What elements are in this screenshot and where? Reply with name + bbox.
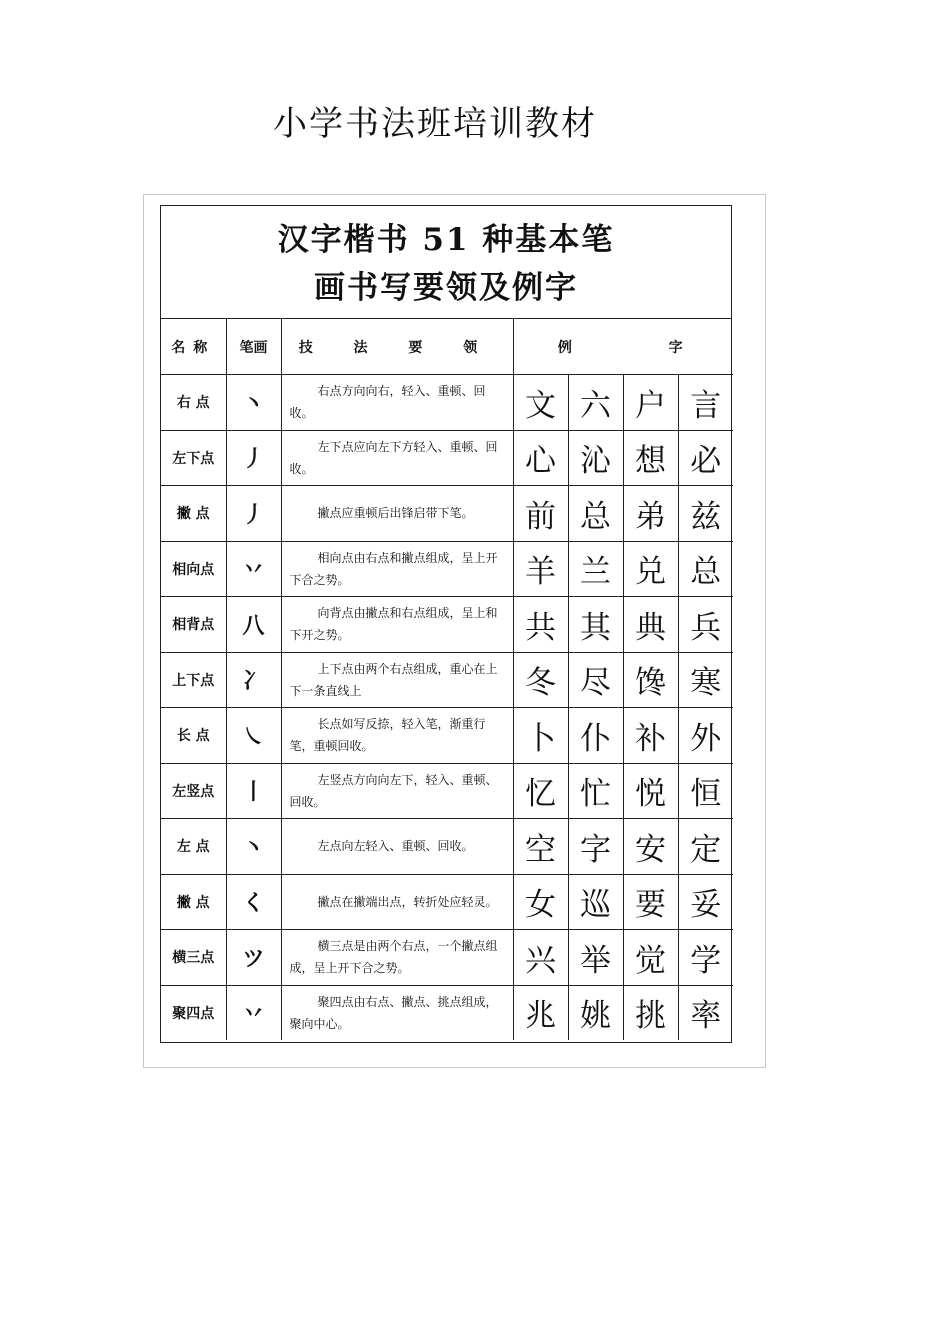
stroke-name-cell: 撇 点 xyxy=(161,486,226,542)
example-char-cell: 尽 xyxy=(568,652,623,708)
example-char-cell: 馋 xyxy=(623,652,678,708)
example-char-cell: 举 xyxy=(568,930,623,986)
example-char-cell: 忆 xyxy=(513,763,568,819)
example-char-cell: 巡 xyxy=(568,874,623,930)
example-char-cell: 定 xyxy=(678,819,733,875)
example-char-cell: 忙 xyxy=(568,763,623,819)
stroke-name-cell: 左竖点 xyxy=(161,763,226,819)
example-char-cell: 安 xyxy=(623,819,678,875)
example-char-cell: 女 xyxy=(513,874,568,930)
technique-cell: 相向点由右点和撇点组成，呈上开下合之势。 xyxy=(281,541,513,597)
technique-cell: 左竖点方向向左下，轻入、重顿、回收。 xyxy=(281,763,513,819)
table-row xyxy=(161,430,733,486)
table-row xyxy=(161,541,733,597)
stroke-name-cell: 相背点 xyxy=(161,597,226,653)
example-char-cell: 寒 xyxy=(678,652,733,708)
example-char-cell: 共 xyxy=(513,597,568,653)
example-char-cell: 兵 xyxy=(678,597,733,653)
header-row xyxy=(161,319,733,375)
example-char-cell: 文 xyxy=(513,375,568,431)
table-row xyxy=(161,930,733,986)
example-char-cell: 户 xyxy=(623,375,678,431)
technique-cell: 长点如写反捺，轻入笔，渐重行笔，重顿回收。 xyxy=(281,708,513,764)
example-char-cell: 悦 xyxy=(623,763,678,819)
stroke-name-cell: 相向点 xyxy=(161,541,226,597)
table-row xyxy=(161,708,733,764)
header-stroke: 笔画 xyxy=(226,319,281,375)
example-char-cell: 沁 xyxy=(568,430,623,486)
stroke-name-cell: 左 点 xyxy=(161,819,226,875)
stroke-glyph-cell: 丨 xyxy=(226,763,281,819)
stroke-name-cell: 右 点 xyxy=(161,375,226,431)
table-title-line-1: 汉字楷书 51 种基本笔 xyxy=(277,222,615,258)
technique-cell: 聚四点由右点、撇点、挑点组成，聚向中心。 xyxy=(281,985,513,1040)
technique-cell: 横三点是由两个右点，一个撇点组成，呈上开下合之势。 xyxy=(281,930,513,986)
stroke-glyph-cell: 丷 xyxy=(226,541,281,597)
header-name: 名称 xyxy=(161,319,226,375)
table-row xyxy=(161,652,733,708)
stroke-name-cell: 聚四点 xyxy=(161,985,226,1040)
table-title-line-2: 画书写要领及例字 xyxy=(314,270,578,306)
example-char-cell: 六 xyxy=(568,375,623,431)
example-char-cell: 外 xyxy=(678,708,733,764)
example-char-cell: 冬 xyxy=(513,652,568,708)
table-row xyxy=(161,597,733,653)
example-char-cell: 要 xyxy=(623,874,678,930)
example-char-cell: 仆 xyxy=(568,708,623,764)
table-row xyxy=(161,486,733,542)
example-char-cell: 兹 xyxy=(678,486,733,542)
stroke-table xyxy=(160,205,732,1043)
example-char-cell: 空 xyxy=(513,819,568,875)
stroke-name-cell: 长 点 xyxy=(161,708,226,764)
example-char-cell: 姚 xyxy=(568,985,623,1040)
table-row xyxy=(161,874,733,930)
technique-cell: 向背点由撇点和右点组成，呈上和下开之势。 xyxy=(281,597,513,653)
technique-cell: 撇点应重顿后出锋启带下笔。 xyxy=(281,486,513,542)
example-char-cell: 其 xyxy=(568,597,623,653)
table-row xyxy=(161,819,733,875)
example-char-cell: 兰 xyxy=(568,541,623,597)
example-char-cell: 卜 xyxy=(513,708,568,764)
example-char-cell: 率 xyxy=(678,985,733,1040)
page-title: 小学书法班培训教材 xyxy=(273,104,597,144)
header-examples: 例 字 xyxy=(513,319,733,375)
technique-cell: 右点方向向右，轻入、重顿、回收。 xyxy=(281,375,513,431)
stroke-glyph-cell: ㇏ xyxy=(226,708,281,764)
stroke-glyph-cell: 丶 xyxy=(226,819,281,875)
table-row xyxy=(161,763,733,819)
example-char-cell: 兴 xyxy=(513,930,568,986)
example-char-cell: 兑 xyxy=(623,541,678,597)
technique-cell: 左点向左轻入、重顿、回收。 xyxy=(281,819,513,875)
example-char-cell: 字 xyxy=(568,819,623,875)
example-char-cell: 恒 xyxy=(678,763,733,819)
technique-cell: 撇点在撇端出点，转折处应轻灵。 xyxy=(281,874,513,930)
technique-cell: 左下点应向左下方轻入、重顿、回收。 xyxy=(281,430,513,486)
header-technique: 技 法 要 领 xyxy=(281,319,513,375)
example-char-cell: 言 xyxy=(678,375,733,431)
stroke-glyph-cell: 丿 xyxy=(226,430,281,486)
table-row xyxy=(161,375,733,431)
stroke-glyph-cell: 丶 xyxy=(226,375,281,431)
stroke-name-cell: 左下点 xyxy=(161,430,226,486)
stroke-name-cell: 撇 点 xyxy=(161,874,226,930)
stroke-glyph-cell: 冫 xyxy=(226,652,281,708)
stroke-glyph-cell: 丿 xyxy=(226,486,281,542)
stroke-glyph-cell: く xyxy=(226,874,281,930)
example-char-cell: 羊 xyxy=(513,541,568,597)
example-char-cell: 妥 xyxy=(678,874,733,930)
table-title xyxy=(161,206,731,319)
stroke-name-cell: 横三点 xyxy=(161,930,226,986)
example-char-cell: 挑 xyxy=(623,985,678,1040)
example-char-cell: 觉 xyxy=(623,930,678,986)
stroke-glyph-cell: 丷 xyxy=(226,985,281,1040)
stroke-name-cell: 上下点 xyxy=(161,652,226,708)
example-char-cell: 总 xyxy=(568,486,623,542)
example-char-cell: 补 xyxy=(623,708,678,764)
example-char-cell: 总 xyxy=(678,541,733,597)
example-char-cell: 典 xyxy=(623,597,678,653)
example-char-cell: 兆 xyxy=(513,985,568,1040)
example-char-cell: 心 xyxy=(513,430,568,486)
example-char-cell: 弟 xyxy=(623,486,678,542)
example-char-cell: 前 xyxy=(513,486,568,542)
example-char-cell: 想 xyxy=(623,430,678,486)
table-row xyxy=(161,985,733,1040)
technique-cell: 上下点由两个右点组成，重心在上下一条直线上 xyxy=(281,652,513,708)
example-char-cell: 必 xyxy=(678,430,733,486)
stroke-glyph-cell: ツ xyxy=(226,930,281,986)
stroke-grid xyxy=(161,319,733,1040)
stroke-glyph-cell: 八 xyxy=(226,597,281,653)
example-char-cell: 学 xyxy=(678,930,733,986)
